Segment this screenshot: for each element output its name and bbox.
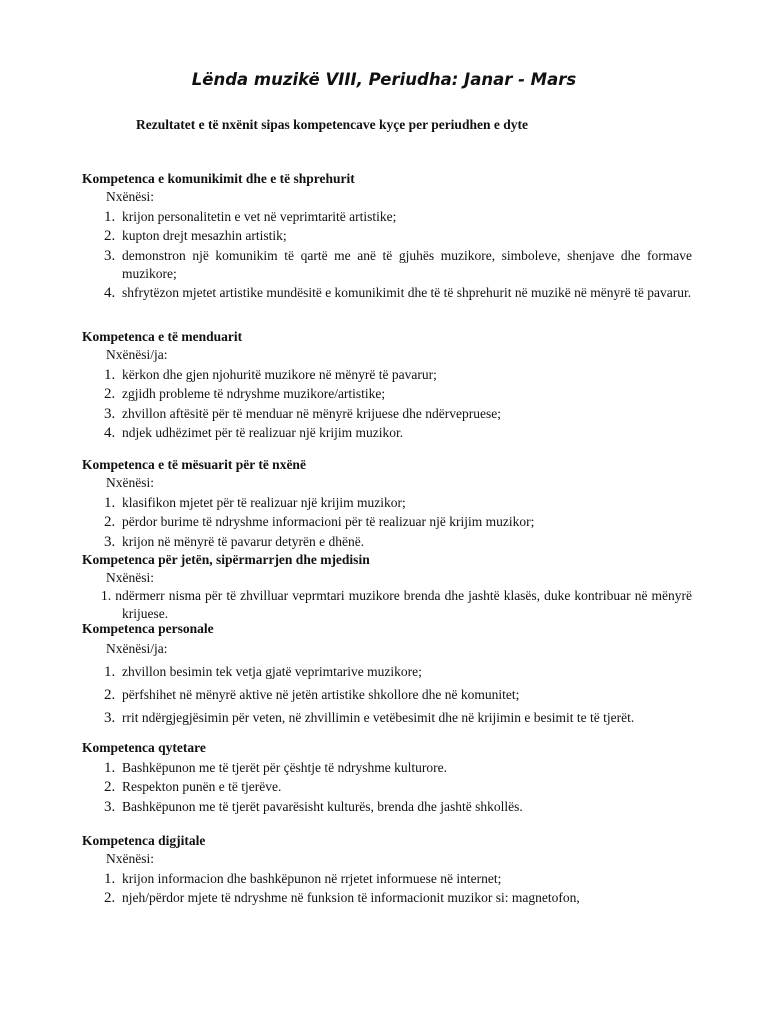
list-item	[82, 424, 692, 442]
list-item	[82, 778, 692, 796]
item-number: 2.	[104, 779, 116, 795]
list-item	[82, 587, 692, 623]
item-number: 3.	[104, 247, 116, 264]
item-number: 2.	[104, 687, 116, 703]
section-thinking	[82, 328, 692, 442]
section-heading: Kompetenca e komunikimit dhe e të shprehurit	[82, 171, 355, 186]
item-number: 1.	[104, 494, 116, 511]
item-number: 2.	[104, 890, 116, 906]
item-text: krijon në mënyrë të pavarur detyrën e dhënë.	[122, 533, 365, 549]
section-life-entrepreneurship	[82, 551, 692, 623]
item-number: 4.	[104, 425, 116, 441]
item-text: shfrytëzon mjetet artistike mundësitë e komunikimit dhe të të shprehurit në muzikë në mënyrë të pavarur.	[122, 285, 692, 300]
item-text: Respekton punën e të tjerëve.	[122, 779, 282, 794]
list-item	[82, 405, 692, 423]
item-number: 3.	[104, 533, 116, 550]
item-text: ndjek udhëzimet për të realizuar një krijim muzikor.	[122, 425, 404, 440]
item-number: 2.	[104, 514, 116, 530]
item-text: krijon personalitetin e vet në veprimtaritë artistike;	[122, 208, 397, 224]
item-number: 3.	[104, 710, 116, 726]
section-heading: Kompetenca e të mësuarit për të nxënë	[82, 457, 306, 472]
item-text: përfshihet në mënyrë aktive në jetën artistike shkollore dhe në komunitet;	[122, 687, 520, 702]
learner-label: Nxënësi:	[106, 475, 154, 490]
document-subtitle: Rezultatet e të nxënit sipas kompetencave kyçe per periudhen e dyte	[136, 117, 528, 132]
learner-label: Nxënësi:	[106, 851, 154, 866]
section-communication	[82, 170, 692, 302]
item-text: krijon informacion dhe bashkëpunon në rrjetet informuese në internet;	[122, 870, 502, 886]
learner-label: Nxënësi:	[106, 570, 154, 585]
list-item	[82, 513, 692, 531]
item-text: rrit ndërgjegjësimin për veten, në zhvillimin e vetëbesimit dhe në krijimin e besimit te të tjerët.	[122, 710, 635, 725]
section-heading: Kompetenca digjitale	[82, 833, 206, 848]
learner-label: Nxënësi/ja:	[106, 347, 168, 362]
item-number: 1.	[104, 366, 116, 383]
item-number: 2.	[104, 228, 116, 244]
list-item	[82, 247, 692, 283]
item-number: 1.	[104, 870, 116, 887]
learner-label: Nxënësi/ja:	[106, 641, 168, 656]
item-text: zhvillon aftësitë për të menduar në mënyrë krijuese dhe ndërvepruese;	[122, 405, 501, 421]
item-text: zgjidh probleme të ndryshme muzikore/artistike;	[122, 386, 386, 401]
item-number: 3.	[104, 405, 116, 422]
item-number: 2.	[104, 386, 116, 402]
list-item	[82, 385, 692, 403]
list-item	[82, 709, 692, 727]
list-item	[82, 870, 692, 888]
item-number: 1.	[104, 759, 116, 776]
list-item	[82, 759, 692, 777]
document-title: Lënda muzikë VIII, Periudha: Janar - Mars	[191, 70, 577, 89]
list-item	[82, 366, 692, 384]
item-number: 1.	[104, 208, 116, 225]
list-item	[82, 533, 692, 551]
list-item	[82, 494, 692, 512]
item-text: klasifikon mjetet për të realizuar një krijim muzikor;	[122, 494, 406, 510]
item-text: kërkon dhe gjen njohuritë muzikore në mënyrë të pavarur;	[122, 366, 437, 382]
item-text: ndërmerr nisma për të zhvilluar veprmtari muzikore brenda dhe jashtë klasës, duke kontribuar në mënyrë krijuese.	[115, 588, 693, 621]
section-digital	[82, 832, 692, 907]
list-item	[82, 686, 692, 704]
item-text: kupton drejt mesazhin artistik;	[122, 228, 287, 243]
item-number: 4.	[104, 285, 116, 301]
item-text: Bashkëpunon me të tjerët pavarësisht kulturës, brenda dhe jashtë shkollës.	[122, 798, 523, 814]
section-personal	[82, 620, 692, 727]
list-item	[82, 284, 692, 302]
item-text: përdor burime të ndryshme informacioni për të realizuar një krijim muzikor;	[122, 514, 535, 529]
section-heading: Kompetenca e të menduarit	[82, 329, 243, 344]
item-text: njeh/përdor mjete të ndryshme në funksion të informacionit muzikor si: magnetofon,	[122, 890, 580, 905]
item-text: zhvillon besimin tek vetja gjatë veprimtarive muzikore;	[122, 664, 422, 679]
list-item	[82, 663, 692, 681]
item-number: 3.	[104, 798, 116, 815]
item-text: Bashkëpunon me të tjerët për çështje të ndryshme kulturore.	[122, 759, 448, 775]
learner-label: Nxënësi:	[106, 189, 154, 204]
item-number: 1.	[104, 664, 116, 680]
list-item	[82, 227, 692, 245]
section-heading: Kompetenca qytetare	[82, 740, 206, 755]
list-item	[82, 208, 692, 226]
item-number: 1.	[101, 588, 112, 603]
section-heading: Kompetenca personale	[82, 621, 214, 636]
section-learning	[82, 456, 692, 551]
section-heading: Kompetenca për jetën, sipërmarrjen dhe mjedisin	[82, 552, 370, 567]
section-civic	[82, 739, 692, 816]
list-item	[82, 798, 692, 816]
item-text: demonstron një komunikim të qartë me anë të gjuhës muzikore, simboleve, shenjave dhe formave muzikore;	[122, 247, 692, 281]
list-item	[82, 889, 692, 907]
